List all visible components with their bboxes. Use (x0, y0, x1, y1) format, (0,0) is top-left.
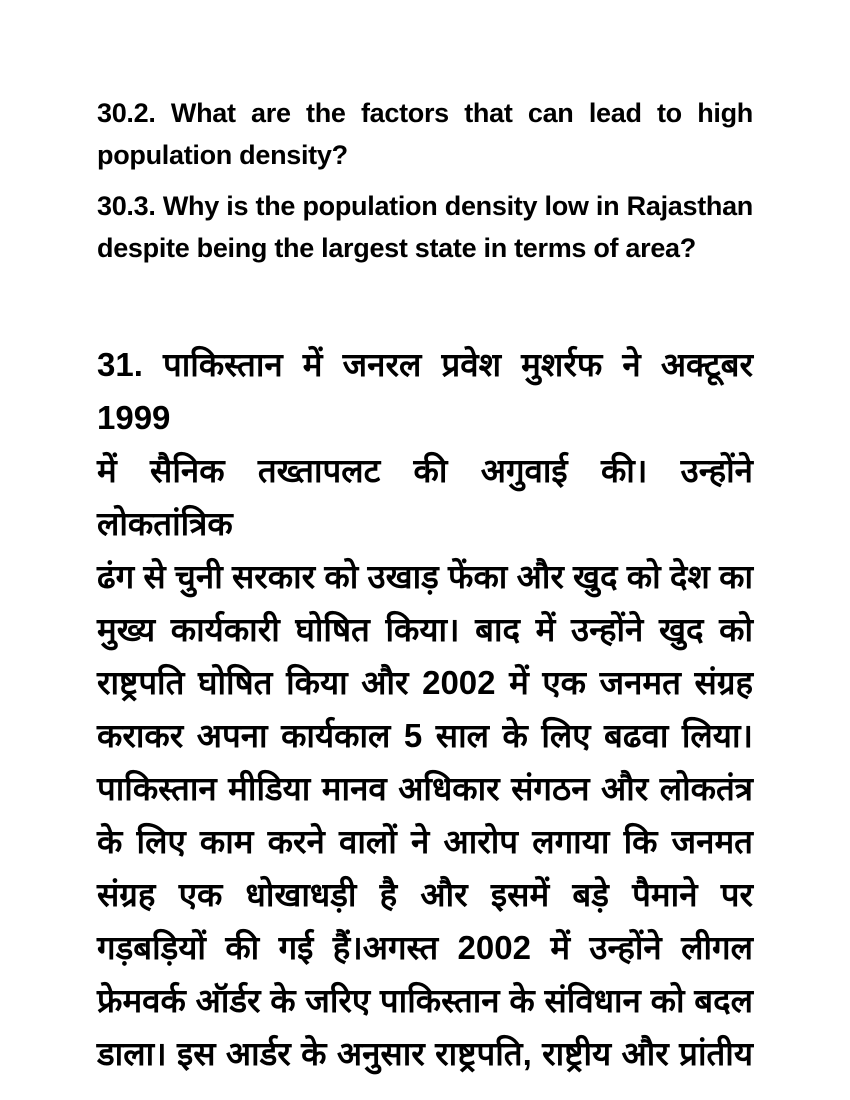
paragraph-line: कराकर अपना कार्यकाल 5 साल के लिए बढवा लिया। (97, 717, 753, 754)
paragraph-line: डाला। इस आर्डर के अनुसार राष्ट्रपति, राष्ट्रीय और प्रांतीय (97, 1035, 753, 1072)
paragraph-line: 31. पाकिस्तान में जनरल प्रवेश मुशर्रफ ने अक्टूबर 1999 (97, 346, 753, 436)
paragraph-line: गड़बड़ियों की गई हैं।अगस्त 2002 में उन्होंने लीगल (97, 929, 753, 966)
paragraph-line: के लिए काम करने वालों ने आरोप लगाया कि जनमत (97, 823, 753, 860)
paragraph-line: पाकिस्तान मीडिया मानव अधिकार संगठन और लोकतंत्र (97, 770, 753, 807)
paragraph-line: राष्ट्रपति घोषित किया और 2002 में एक जनमत संग्रह (97, 664, 753, 701)
english-questions-block (97, 92, 753, 278)
paragraph-line: मुख्य कार्यकारी घोषित किया। बाद में उन्होंने खुद को (97, 611, 753, 648)
question-line: population density? (97, 140, 348, 170)
hindi-question-31-block (97, 338, 753, 1080)
question-line: despite being the largest state in terms of area? (97, 233, 696, 263)
question-30-2 (97, 92, 753, 176)
paragraph-line: संग्रह एक धोखाधड़ी है और इसमें बड़े पैमाने पर (97, 876, 753, 913)
paragraph-line: में सैनिक तख्तापलट की अगुवाई की। उन्होंने लोकतांत्रिक (97, 452, 753, 542)
question-line: 30.2. What are the factors that can lead to high (97, 98, 753, 128)
paragraph-line: फ्रेमवर्क ऑर्डर के जरिए पाकिस्तान के संविधान को बदल (97, 982, 753, 1019)
paragraph-line: ढंग से चुनी सरकार को उखाड़ फेंका और खुद को देश का (97, 558, 753, 595)
question-30-3 (97, 185, 753, 269)
question-line: 30.3. Why is the population density low in Rajasthan (97, 191, 753, 221)
